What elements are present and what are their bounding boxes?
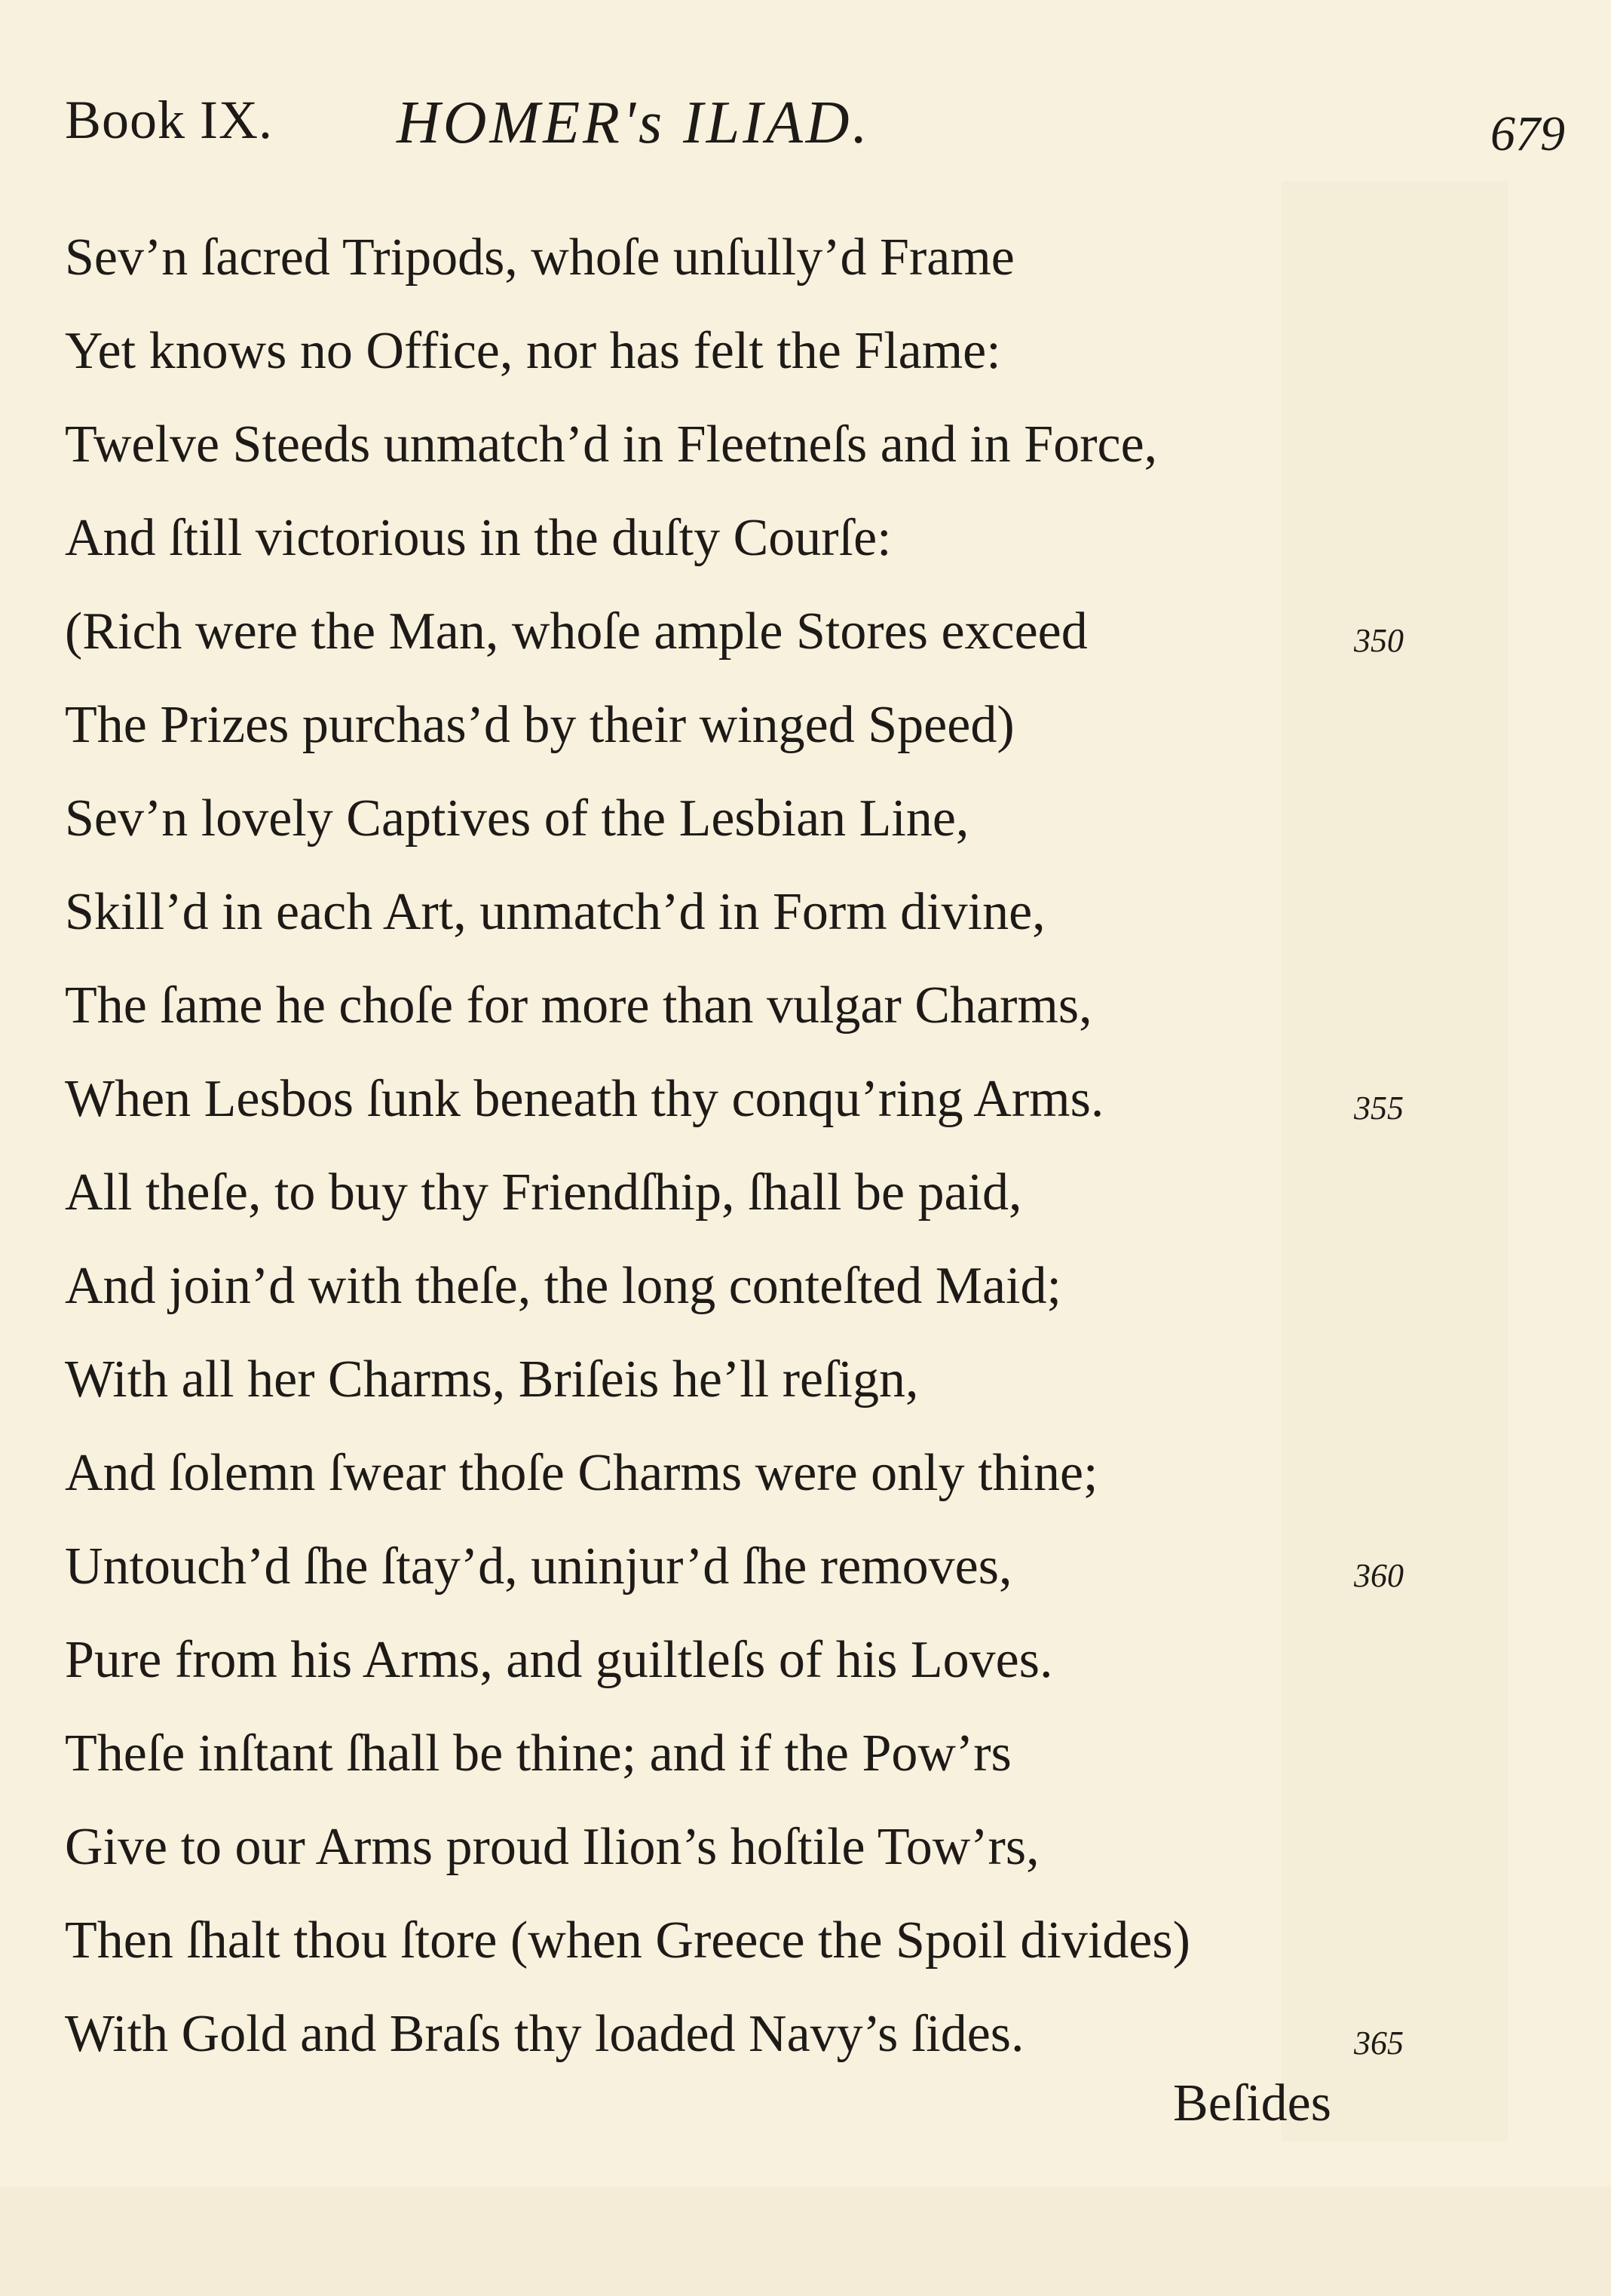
verse-line <box>65 1333 1565 1427</box>
verse-text: When Lesbos ſunk beneath thy conqu’ring Arms. <box>65 1070 1104 1128</box>
verse-line <box>65 492 1565 585</box>
verse-text: Theſe inſtant ſhall be thine; and if the Pow’rs <box>65 1724 1012 1783</box>
verse-line <box>65 679 1565 772</box>
verse-line <box>65 959 1565 1053</box>
verse-text: With Gold and Braſs thy loaded Navy’s ſides. <box>65 2005 1024 2063</box>
verse-text: Yet knows no Office, nor has felt the Flame: <box>65 322 1001 380</box>
verse-line <box>65 1614 1565 1707</box>
verse-text: And ſolemn ſwear thoſe Charms were only thine; <box>65 1444 1098 1502</box>
verse-line <box>65 1801 1565 1894</box>
verse-line <box>65 1146 1565 1240</box>
verse-text: The ſame he choſe for more than vulgar Charms, <box>65 976 1092 1035</box>
verse-line <box>65 1520 1565 1614</box>
verse-text: Then ſhalt thou ſtore (when Greece the Spoil divides) <box>65 1911 1190 1970</box>
verse-text: The Prizes purchas’d by their winged Speed) <box>65 696 1015 754</box>
verse-line <box>65 585 1565 679</box>
verse-line <box>65 1894 1565 1988</box>
verse-text: Untouch’d ſhe ſtay’d, uninjur’d ſhe removes, <box>65 1537 1012 1596</box>
running-title: HOMER's ILIAD. <box>397 90 871 156</box>
verse-text: Give to our Arms proud Ilion’s hoſtile Tow’rs, <box>65 1818 1040 1876</box>
verse-line <box>65 211 1565 305</box>
line-number: 365 <box>1354 2025 1404 2061</box>
running-header <box>65 89 1565 172</box>
verse-text: Pure from his Arms, and guiltleſs of his Loves. <box>65 1631 1053 1689</box>
verse-text: Skill’d in each Art, unmatch’d in Form divine, <box>65 883 1046 941</box>
book-label: Book IX. <box>65 90 273 150</box>
verse-line <box>65 1707 1565 1801</box>
verse-text: All theſe, to buy thy Friendſhip, ſhall be paid, <box>65 1163 1022 1222</box>
verse-text: Sev’n ſacred Tripods, whoſe unſully’d Frame <box>65 228 1015 287</box>
verse-text: With all her Charms, Briſeis he’ll reſign, <box>65 1350 919 1409</box>
verse-text: Sev’n lovely Captives of the Lesbian Line, <box>65 789 969 848</box>
verse-line <box>65 866 1565 959</box>
line-number: 355 <box>1354 1090 1404 1127</box>
verse-text: (Rich were the Man, whoſe ample Stores exceed <box>65 602 1088 661</box>
verse-line <box>65 398 1565 492</box>
verse-line <box>65 1427 1565 1520</box>
catchword: Beſides <box>1173 2074 1331 2132</box>
verse-text: And ſtill victorious in the duſty Courſe: <box>65 509 892 567</box>
verse-line <box>65 1988 1565 2081</box>
verse-text: And join’d with theſe, the long conteſted Maid; <box>65 1257 1061 1315</box>
page-number: 679 <box>1490 106 1565 161</box>
verse-line <box>65 772 1565 866</box>
verse-line <box>65 305 1565 398</box>
line-number: 360 <box>1354 1557 1404 1594</box>
verse-line <box>65 1053 1565 1146</box>
line-number: 350 <box>1354 622 1404 659</box>
verse-text: Twelve Steeds unmatch’d in Fleetneſs and in Force, <box>65 415 1158 474</box>
verse-line <box>65 1240 1565 1333</box>
verse-block <box>65 211 1565 2081</box>
